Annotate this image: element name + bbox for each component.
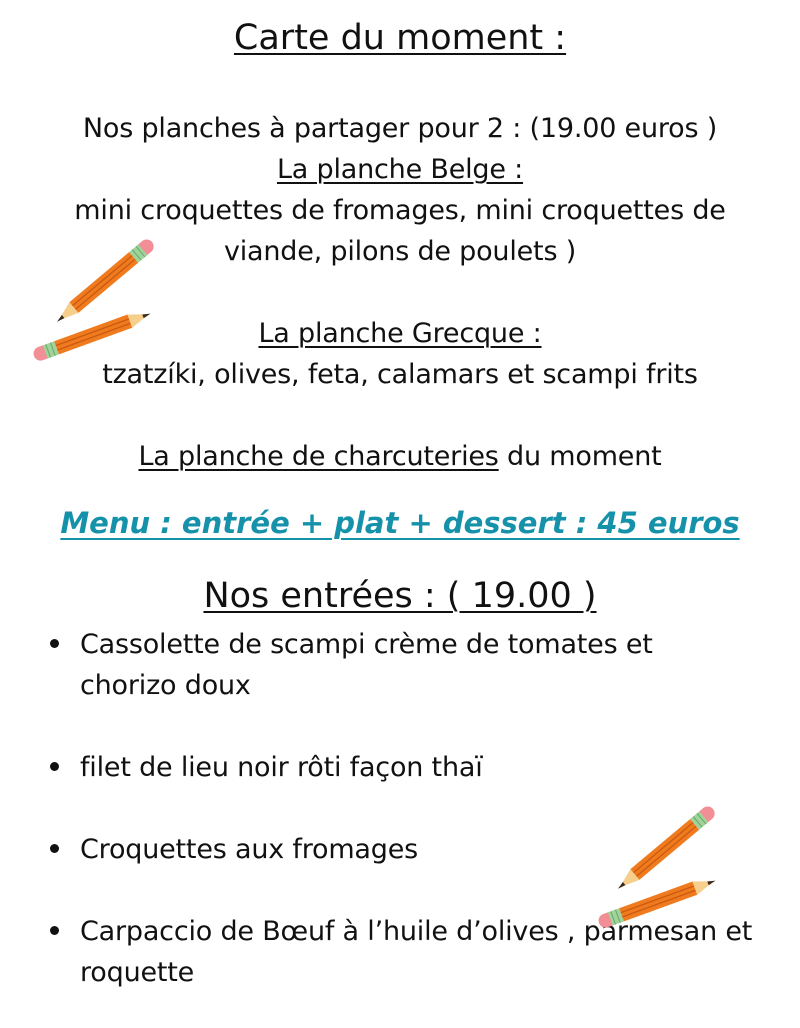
- planches-intro: Nos planches à partager pour 2 : (19.00 euros ): [82, 113, 718, 144]
- bullet: [50, 762, 59, 771]
- planche-grecque-title: La planche Grecque :: [258, 318, 542, 349]
- menu-offer: Menu : entrée + plat + dessert : 45 euros: [60, 506, 740, 540]
- planche-belge-heading: [0, 149, 800, 190]
- planche-charcuterie: [0, 436, 800, 477]
- pencil-icon: [20, 228, 170, 378]
- planche-belge-desc-line2: viande, pilons de poulets ): [223, 236, 577, 267]
- list-item: Cassolette de scampi crème de tomates et chorizo doux: [48, 624, 778, 706]
- list-item: Carpaccio de Bœuf à l’huile d’olives , parmesan et roquette: [48, 911, 778, 993]
- planche-charcuterie-suffix: du moment: [498, 441, 662, 472]
- planche-belge-title: La planche Belge :: [276, 154, 524, 185]
- list-item: Croquettes aux fromages: [48, 829, 778, 870]
- list-item: filet de lieu noir rôti façon thaï: [48, 747, 778, 788]
- bullet: [50, 844, 59, 853]
- planche-belge-desc-line1: mini croquettes de fromages, mini croquettes de: [74, 195, 726, 226]
- entrees-heading: Nos entrées : ( 19.00 ): [203, 576, 597, 616]
- bullet: [50, 926, 59, 935]
- pencil-icon: [585, 795, 735, 945]
- planche-charcuterie-title: La planche de charcuteries: [138, 441, 499, 472]
- planche-grecque-desc: tzatzíki, olives, feta, calamars et scampi frits: [102, 359, 698, 390]
- page-title: Carte du moment :: [233, 18, 567, 58]
- bullet: [50, 639, 59, 648]
